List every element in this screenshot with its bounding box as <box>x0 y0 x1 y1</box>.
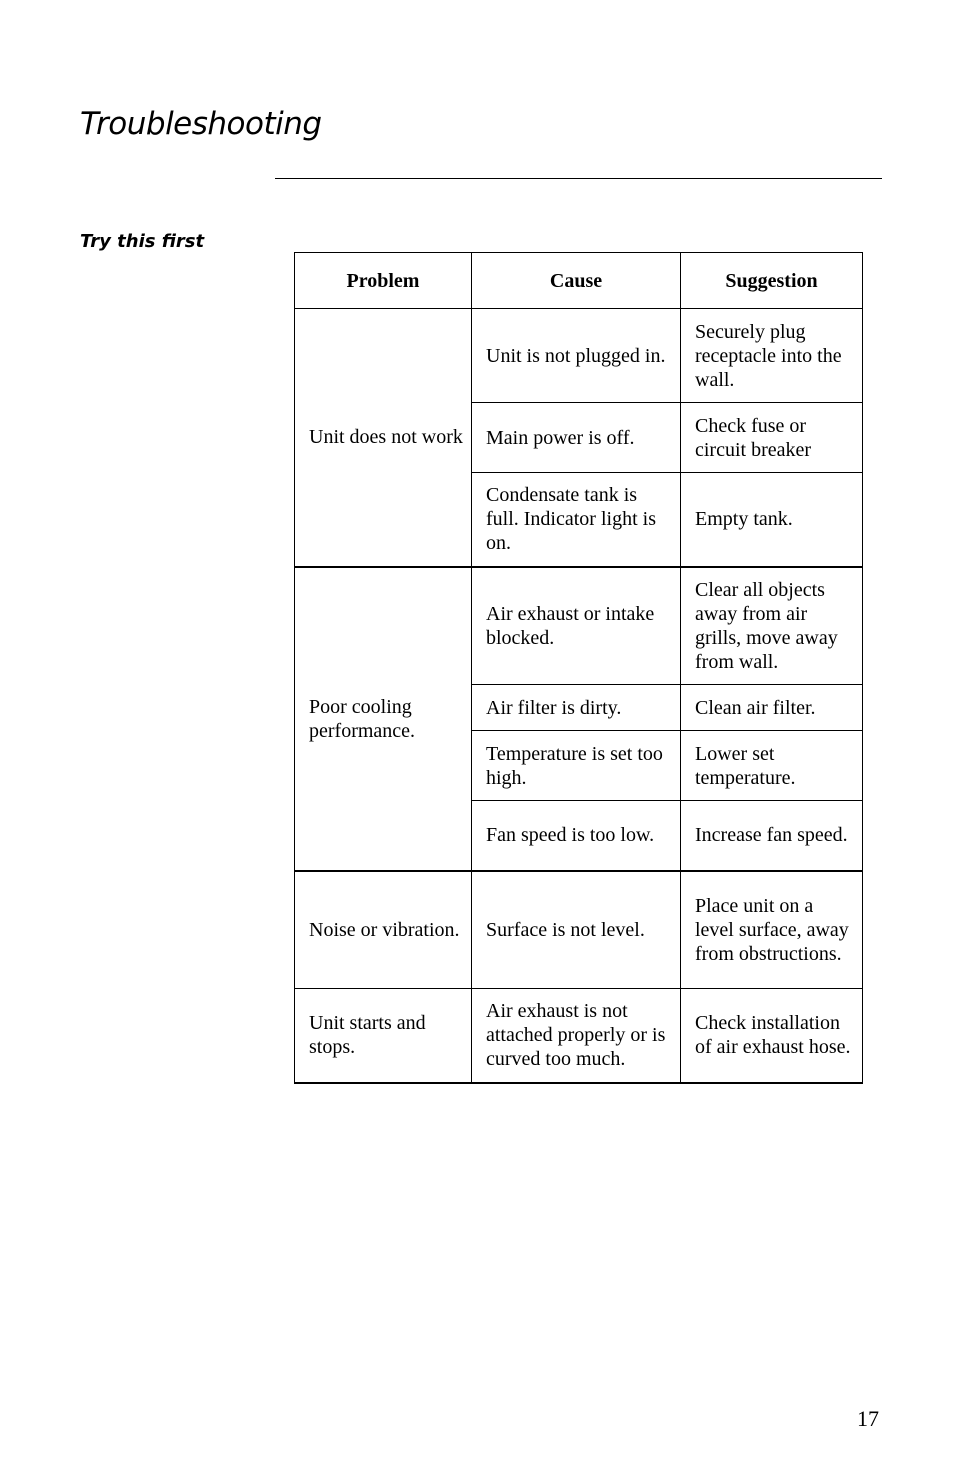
cause-cell: Condensate tank is full. Indicator light is on. <box>472 473 681 567</box>
problem-cell: Poor cooling performance. <box>295 567 472 871</box>
cause-cell: Air exhaust is not attached properly or is curved too much. <box>472 989 681 1083</box>
suggestion-cell: Securely plug receptacle into the wall. <box>681 309 863 403</box>
header-rule <box>275 178 882 179</box>
section-title: Try this first <box>80 231 205 252</box>
cause-cell: Fan speed is too low. <box>472 801 681 871</box>
table-row <box>295 309 863 403</box>
suggestion-cell: Check installation of air exhaust hose. <box>681 989 863 1083</box>
suggestion-cell: Place unit on a level surface, away from obstructions. <box>681 871 863 989</box>
suggestion-cell: Clean air filter. <box>681 685 863 731</box>
header-problem: Problem <box>295 253 472 309</box>
table-row <box>295 567 863 685</box>
suggestion-cell: Increase fan speed. <box>681 801 863 871</box>
cause-cell: Air filter is dirty. <box>472 685 681 731</box>
problem-cell: Noise or vibration. <box>295 871 472 989</box>
header-cause: Cause <box>472 253 681 309</box>
cause-cell: Temperature is set too high. <box>472 731 681 801</box>
problem-cell: Unit starts and stops. <box>295 989 472 1083</box>
cause-cell: Surface is not level. <box>472 871 681 989</box>
suggestion-cell: Lower set temperature. <box>681 731 863 801</box>
suggestion-cell: Check fuse or circuit breaker <box>681 403 863 473</box>
troubleshooting-table <box>294 252 863 1084</box>
cause-cell: Unit is not plugged in. <box>472 309 681 403</box>
cause-cell: Main power is off. <box>472 403 681 473</box>
suggestion-cell: Clear all objects away from air grills, move away from wall. <box>681 567 863 685</box>
table-row <box>295 989 863 1083</box>
page-title: Troubleshooting <box>80 106 322 142</box>
cause-cell: Air exhaust or intake blocked. <box>472 567 681 685</box>
suggestion-cell: Empty tank. <box>681 473 863 567</box>
table-header-row <box>295 253 863 309</box>
problem-cell: Unit does not work <box>295 309 472 567</box>
header-suggestion: Suggestion <box>681 253 863 309</box>
table-row <box>295 871 863 989</box>
page-number: 17 <box>857 1406 879 1431</box>
